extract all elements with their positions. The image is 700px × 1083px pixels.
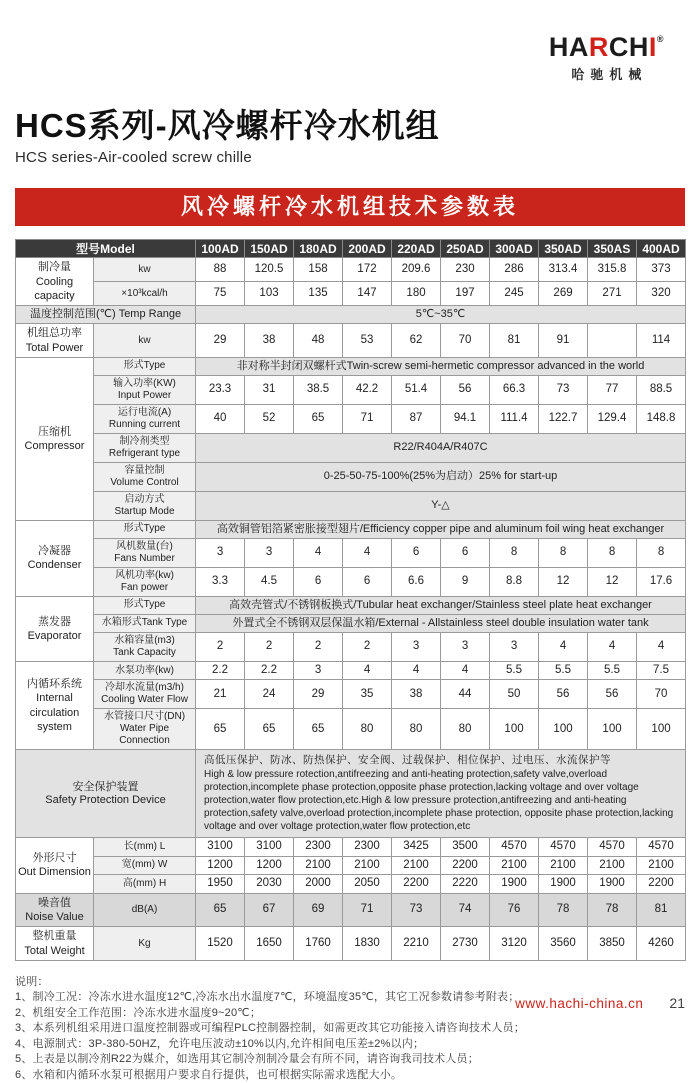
value-cell: 4570: [588, 838, 637, 857]
value-cell: 87: [392, 404, 441, 433]
value-cell: 高效壳管式/不锈钢板换式/Tubular heat exchanger/Stainless steel plate heat exchanger: [196, 596, 686, 614]
value-cell: 50: [490, 680, 539, 709]
value-cell: 2300: [343, 838, 392, 857]
value-cell: 3: [294, 661, 343, 680]
value-cell: 2200: [441, 856, 490, 875]
value-cell: 4260: [637, 927, 686, 961]
logo-wordmark: HARCHI®: [548, 32, 664, 62]
value-cell: 2200: [392, 875, 441, 894]
value-cell: 40: [196, 404, 245, 433]
value-cell: 67: [245, 893, 294, 927]
value-cell: 2000: [294, 875, 343, 894]
value-cell: 73: [539, 375, 588, 404]
param-label-cell: kw: [94, 324, 196, 358]
note-item: 1、制冷工况：冷冻水进水温度12℃,冷冻水出水温度7℃，环境温度35℃，其它工况参数请参考附表；: [15, 991, 520, 1004]
value-cell: 100: [490, 709, 539, 750]
value-cell: 4: [343, 661, 392, 680]
value-cell: 74: [441, 893, 490, 927]
value-cell: 外置式全不锈钢双层保温水箱/External - Allstainless steel double insulation water tank: [196, 614, 686, 632]
value-cell: 88.5: [637, 375, 686, 404]
value-cell: 70: [637, 680, 686, 709]
value-cell: 197: [441, 282, 490, 306]
value-cell: 111.4: [490, 404, 539, 433]
section-label-cell: 噪音值 Noise Value: [16, 893, 94, 927]
value-cell: 76: [490, 893, 539, 927]
value-cell: 373: [637, 258, 686, 282]
value-cell: 3100: [196, 838, 245, 857]
param-label-cell: 制冷剂类型 Refrigerant type: [94, 433, 196, 462]
value-cell: 8: [637, 538, 686, 567]
model-column-header: 350AD: [539, 240, 588, 258]
value-cell: 65: [294, 709, 343, 750]
notes-title: 说明：: [15, 975, 49, 988]
value-cell: 3: [245, 538, 294, 567]
value-cell: 73: [392, 893, 441, 927]
value-cell: 非对称半封闭双螺杆式Twin-screw semi-hermetic compressor advanced in the world: [196, 357, 686, 375]
param-label-cell: 安全保护装置 Safety Protection Device: [16, 750, 196, 838]
value-cell: 3560: [539, 927, 588, 961]
value-cell: 5.5: [588, 661, 637, 680]
value-cell: 65: [245, 709, 294, 750]
value-cell: 2100: [637, 856, 686, 875]
value-cell: 3: [441, 632, 490, 661]
value-cell: 4570: [539, 838, 588, 857]
value-cell: 1760: [294, 927, 343, 961]
value-cell: 2030: [245, 875, 294, 894]
section-label-cell: 机组总功率 Total Power: [16, 324, 94, 358]
value-cell: 2220: [441, 875, 490, 894]
value-cell: 高低压保护、防冰、防热保护、安全阀、过载保护、相位保护、过电压、水流保护等 High & low pressure rotection,antifreezing and anti-heating protection,safety valve,overload protection,incomplete phase protection,opposite phase protection,lacking voltage and over voltage protection,water flow protection,etc.High & low pressure protection,antifreezing and anti-heating protection,safety valve,overload protection,incomplete phase protection, opposite phase protection,lacking voltage and over voltage protection,water flow protection,etc: [196, 750, 686, 838]
value-cell: 56: [588, 680, 637, 709]
value-cell: 77: [588, 375, 637, 404]
value-cell: 4.5: [245, 567, 294, 596]
model-column-header: 250AD: [441, 240, 490, 258]
param-label-cell: 宽(mm) W: [94, 856, 196, 875]
value-cell: 148.8: [637, 404, 686, 433]
section-label-cell: 整机重量 Total Weight: [16, 927, 94, 961]
value-cell: 313.4: [539, 258, 588, 282]
value-cell: 3120: [490, 927, 539, 961]
param-label-cell: 冷却水流量(m3/h) Cooling Water Flow: [94, 680, 196, 709]
value-cell: R22/R404A/R407C: [196, 433, 686, 462]
value-cell: 66.3: [490, 375, 539, 404]
param-label-cell: Kg: [94, 927, 196, 961]
value-cell: 8: [490, 538, 539, 567]
value-cell: 29: [196, 324, 245, 358]
value-cell: 5.5: [539, 661, 588, 680]
value-cell: 56: [539, 680, 588, 709]
value-cell: 230: [441, 258, 490, 282]
value-cell: 5.5: [490, 661, 539, 680]
value-cell: 2100: [588, 856, 637, 875]
value-cell: 100: [637, 709, 686, 750]
value-cell: 1900: [490, 875, 539, 894]
value-cell: 29: [294, 680, 343, 709]
value-cell: 23.3: [196, 375, 245, 404]
note-item: 6、水箱和内循环水泵可根据用户要求自行提供，也可根据实际需求选配大小。: [15, 1068, 403, 1081]
value-cell: 315.8: [588, 258, 637, 282]
value-cell: 高效铜管铝箔紧密胀接型翅片/Efficiency copper pipe and aluminum foil wing heat exchanger: [196, 520, 686, 538]
value-cell: 4: [441, 661, 490, 680]
value-cell: 0-25-50-75-100%(25%为启动）25% for start-up: [196, 462, 686, 491]
value-cell: 42.2: [343, 375, 392, 404]
value-cell: 4: [637, 632, 686, 661]
value-cell: 286: [490, 258, 539, 282]
section-label-cell: 外形尺寸 Out Dimension: [16, 838, 94, 894]
value-cell: 3: [392, 632, 441, 661]
value-cell: 180: [392, 282, 441, 306]
value-cell: 4: [588, 632, 637, 661]
value-cell: 4570: [490, 838, 539, 857]
value-cell: 8: [588, 538, 637, 567]
value-cell: 2100: [392, 856, 441, 875]
value-cell: 2300: [294, 838, 343, 857]
value-cell: 6: [392, 538, 441, 567]
value-cell: 6: [343, 567, 392, 596]
value-cell: 8.8: [490, 567, 539, 596]
page-title: HCS系列-风冷螺杆冷水机组: [15, 107, 440, 144]
value-cell: 3: [490, 632, 539, 661]
value-cell: 3: [196, 538, 245, 567]
value-cell: 172: [343, 258, 392, 282]
value-cell: 71: [343, 404, 392, 433]
param-label-cell: dB(A): [94, 893, 196, 927]
value-cell: 62: [392, 324, 441, 358]
value-cell: 53: [343, 324, 392, 358]
value-cell: 129.4: [588, 404, 637, 433]
value-cell: 70: [441, 324, 490, 358]
value-cell: 52: [245, 404, 294, 433]
model-column-header: 100AD: [196, 240, 245, 258]
value-cell: 78: [539, 893, 588, 927]
value-cell: 4: [294, 538, 343, 567]
value-cell: 17.6: [637, 567, 686, 596]
value-cell: 81: [490, 324, 539, 358]
value-cell: 81: [637, 893, 686, 927]
value-cell: Y-△: [196, 491, 686, 520]
value-cell: 80: [343, 709, 392, 750]
value-cell: 21: [196, 680, 245, 709]
model-column-header: 200AD: [343, 240, 392, 258]
value-cell: 12: [588, 567, 637, 596]
value-cell: 3425: [392, 838, 441, 857]
value-cell: 7.5: [637, 661, 686, 680]
value-cell: 24: [245, 680, 294, 709]
model-column-header: 220AD: [392, 240, 441, 258]
value-cell: 6: [294, 567, 343, 596]
logo-chinese-name: 哈驰机械: [571, 67, 648, 82]
model-column-header: 180AD: [294, 240, 343, 258]
value-cell: 2: [245, 632, 294, 661]
value-cell: 38: [245, 324, 294, 358]
value-cell: 69: [294, 893, 343, 927]
value-cell: 44: [441, 680, 490, 709]
value-cell: 38.5: [294, 375, 343, 404]
value-cell: 35: [343, 680, 392, 709]
spec-table: [15, 239, 686, 961]
value-cell: 3.3: [196, 567, 245, 596]
value-cell: 80: [392, 709, 441, 750]
value-cell: 147: [343, 282, 392, 306]
param-label-cell: 容量控制 Volume Control: [94, 462, 196, 491]
value-cell: 245: [490, 282, 539, 306]
value-cell: 1200: [196, 856, 245, 875]
value-cell: 1900: [539, 875, 588, 894]
value-cell: 1520: [196, 927, 245, 961]
website-link[interactable]: www.hachi-china.cn: [515, 996, 644, 1011]
value-cell: 120.5: [245, 258, 294, 282]
value-cell: 12: [539, 567, 588, 596]
value-cell: 2730: [441, 927, 490, 961]
param-label-cell: 水箱容量(m3) Tank Capacity: [94, 632, 196, 661]
value-cell: 2100: [490, 856, 539, 875]
page-footer: [515, 995, 685, 1011]
value-cell: 158: [294, 258, 343, 282]
value-cell: 271: [588, 282, 637, 306]
value-cell: 78: [588, 893, 637, 927]
param-label-cell: 水管接口尺寸(DN) Water Pipe Connection: [94, 709, 196, 750]
value-cell: 88: [196, 258, 245, 282]
value-cell: 6: [441, 538, 490, 567]
value-cell: 2: [196, 632, 245, 661]
value-cell: 100: [539, 709, 588, 750]
value-cell: 100: [588, 709, 637, 750]
value-cell: 1900: [588, 875, 637, 894]
value-cell: 94.1: [441, 404, 490, 433]
section-label-cell: 制冷量 Cooling capacity: [16, 258, 94, 306]
spec-table-body: [16, 240, 686, 961]
model-column-header: 350AS: [588, 240, 637, 258]
value-cell: 269: [539, 282, 588, 306]
value-cell: 9: [441, 567, 490, 596]
section-banner: 风冷螺杆冷水机组技术参数表: [15, 188, 685, 226]
value-cell: 135: [294, 282, 343, 306]
value-cell: 209.6: [392, 258, 441, 282]
value-cell: 1830: [343, 927, 392, 961]
value-cell: 51.4: [392, 375, 441, 404]
value-cell: 3500: [441, 838, 490, 857]
value-cell: 8: [539, 538, 588, 567]
value-cell: 1950: [196, 875, 245, 894]
value-cell: 114: [637, 324, 686, 358]
value-cell: 6.6: [392, 567, 441, 596]
param-label-cell: 温度控制范围(℃) Temp Range: [16, 306, 196, 324]
param-label-cell: 风机功率(kw) Fan power: [94, 567, 196, 596]
value-cell: 38: [392, 680, 441, 709]
param-label-cell: 长(mm) L: [94, 838, 196, 857]
section-label-cell: 冷凝器 Condenser: [16, 520, 94, 596]
value-cell: 320: [637, 282, 686, 306]
value-cell: 4570: [637, 838, 686, 857]
value-cell: 2100: [539, 856, 588, 875]
value-cell: [588, 324, 637, 358]
value-cell: 2: [343, 632, 392, 661]
param-label-cell: kw: [94, 258, 196, 282]
param-label-cell: 风机数量(台) Fans Number: [94, 538, 196, 567]
value-cell: 122.7: [539, 404, 588, 433]
section-label-cell: 内循环系统 Internal circulation system: [16, 661, 94, 750]
notes-block: [15, 975, 685, 1083]
param-label-cell: 输入功率(KW) Input Power: [94, 375, 196, 404]
page-number: 21: [669, 995, 685, 1011]
value-cell: 65: [196, 893, 245, 927]
value-cell: 71: [343, 893, 392, 927]
value-cell: 31: [245, 375, 294, 404]
value-cell: 4: [539, 632, 588, 661]
value-cell: 56: [441, 375, 490, 404]
value-cell: 2050: [343, 875, 392, 894]
value-cell: 2100: [343, 856, 392, 875]
value-cell: 5℃~35℃: [196, 306, 686, 324]
value-cell: 1200: [245, 856, 294, 875]
value-cell: 2200: [637, 875, 686, 894]
param-label-cell: 形式Type: [94, 520, 196, 538]
note-item: 5、上表是以制冷剂R22为媒介，如选用其它制冷剂制冷量会有所不同，请咨询我司技术人员；: [15, 1053, 479, 1066]
value-cell: 2.2: [245, 661, 294, 680]
value-cell: 65: [294, 404, 343, 433]
value-cell: 2: [294, 632, 343, 661]
param-label-cell: 形式Type: [94, 357, 196, 375]
model-column-header: 150AD: [245, 240, 294, 258]
model-header-cell: 型号Model: [16, 240, 196, 258]
value-cell: 2210: [392, 927, 441, 961]
param-label-cell: 运行电流(A) Running current: [94, 404, 196, 433]
registered-trademark-icon: ®: [656, 34, 664, 44]
page-subtitle: HCS series-Air-cooled screw chille: [15, 149, 252, 167]
note-item: 4、电源制式：3P-380-50HZ，允许电压波动±10%以内,允许相间电压差±2%以内；: [15, 1037, 425, 1050]
param-label-cell: 水泵功率(kw): [94, 661, 196, 680]
value-cell: 3100: [245, 838, 294, 857]
value-cell: 48: [294, 324, 343, 358]
model-column-header: 300AD: [490, 240, 539, 258]
value-cell: 4: [343, 538, 392, 567]
value-cell: 2.2: [196, 661, 245, 680]
value-cell: 4: [392, 661, 441, 680]
note-item: 3、本系列机组采用进口温度控制器或可编程PLC控制器控制，如需更改其它功能接入请咨询技术人员；: [15, 1022, 525, 1035]
value-cell: 2100: [294, 856, 343, 875]
section-label-cell: 蒸发器 Evaporator: [16, 596, 94, 661]
param-label-cell: 高(mm) H: [94, 875, 196, 894]
section-label-cell: 压缩机 Compressor: [16, 357, 94, 520]
value-cell: 91: [539, 324, 588, 358]
company-logo: [549, 34, 664, 83]
value-cell: 103: [245, 282, 294, 306]
param-label-cell: 形式Type: [94, 596, 196, 614]
param-label-cell: ×10³kcal/h: [94, 282, 196, 306]
value-cell: 1650: [245, 927, 294, 961]
value-cell: 3850: [588, 927, 637, 961]
param-label-cell: 启动方式 Startup Mode: [94, 491, 196, 520]
note-item: 2、机组安全工作范围：冷冻水进水温度9~20℃；: [15, 1006, 262, 1019]
model-column-header: 400AD: [637, 240, 686, 258]
value-cell: 80: [441, 709, 490, 750]
param-label-cell: 水箱形式Tank Type: [94, 614, 196, 632]
value-cell: 75: [196, 282, 245, 306]
value-cell: 65: [196, 709, 245, 750]
